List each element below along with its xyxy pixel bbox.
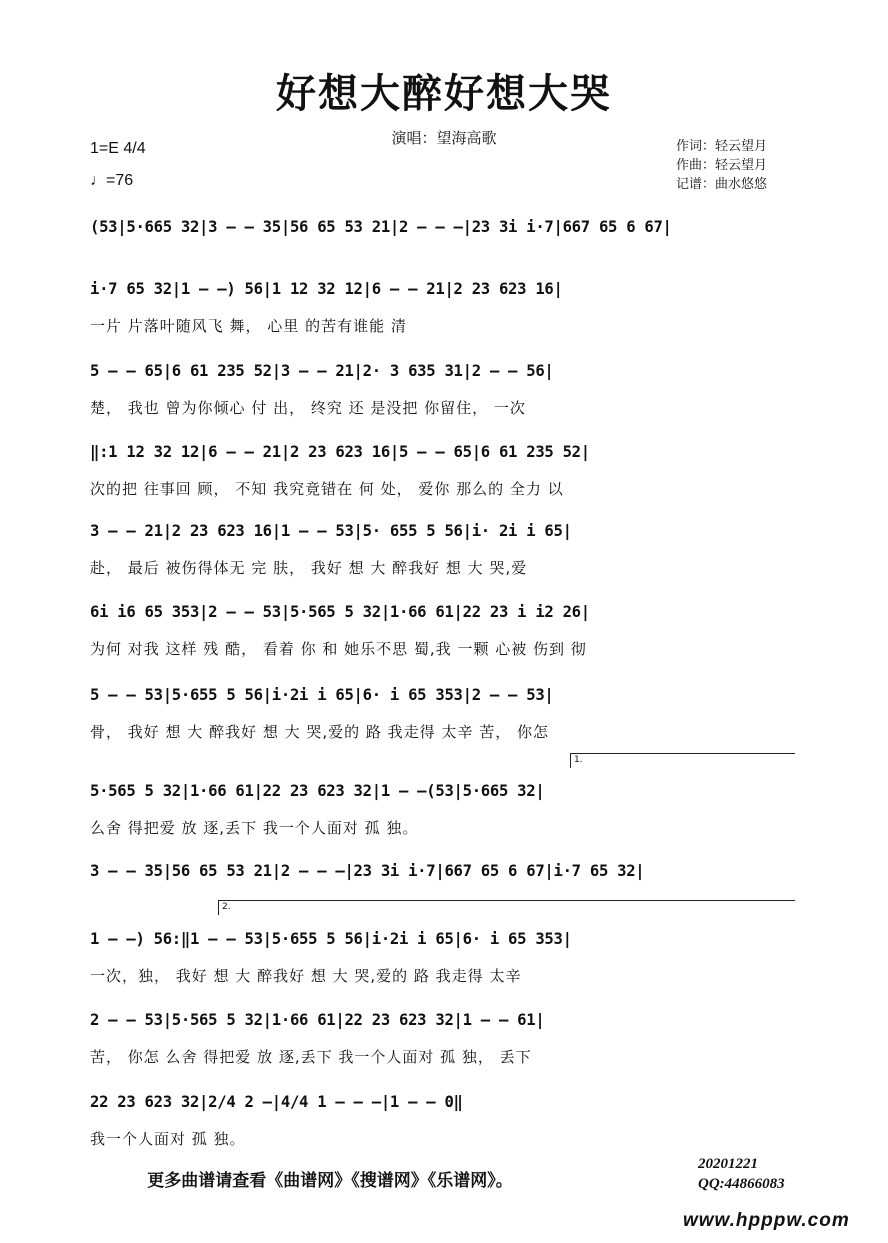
score-system (90, 516, 796, 580)
lyrics-line: 次的把 往事回 顾， 不知 我究竟错在 何 处， 爱你 那么的 全力 以 (90, 480, 564, 498)
footer-note: 更多曲谱请查看《曲谱网》《搜谱网》《乐谱网》。 (147, 1171, 513, 1191)
lyrics-line: 我一个人面对 孤 独。 (90, 1130, 246, 1148)
score-system (90, 597, 796, 661)
score-system (90, 680, 796, 744)
notation-line: 22 23 623 32|2/4 2 –|4/4 1 – – –|1 – – 0‖ (90, 1093, 463, 1111)
key-signature: 1=E 4/4 (90, 140, 146, 157)
lyrics-line: 么舍 得把爱 放 逐,丢下 我一个人面对 孤 独。 (90, 819, 419, 837)
lyrics-line: 楚， 我也 曾为你倾心 付 出， 终究 还 是没把 你留住， 一次 (90, 399, 526, 417)
lyricist-credit: 作词：轻云望月 (676, 139, 768, 154)
score-system (90, 437, 796, 501)
notation-line: ‖:1 12 32 12|6 – – 21|2 23 623 16|5 – – 65|6 61 235 52| (90, 443, 590, 461)
first-ending-bracket (570, 753, 795, 768)
composer-credit: 作曲：轻云望月 (676, 158, 768, 173)
score-system (90, 356, 796, 420)
notation-line: 3 – – 35|56 65 53 21|2 – – –|23 3i i·7|667 65 6 67|i·7 65 32| (90, 862, 645, 880)
notation-line: 5 – – 53|5·655 5 56|i·2i i 65|6· i 65 353|2 – – 53| (90, 686, 554, 704)
notation-line: i·7 65 32|1 – –) 56|1 12 32 12|6 – – 21|2 23 623 16| (90, 280, 563, 298)
lyrics-line (90, 252, 796, 276)
notation-line: 6i i6 65 353|2 – – 53|5·565 5 32|1·66 61|22 23 i i2 26| (90, 603, 590, 621)
score-system (90, 274, 796, 338)
notation-line: 5·565 5 32|1·66 61|22 23 623 32|1 – –(53|5·665 32| (90, 782, 545, 800)
credits-block (676, 137, 767, 194)
lyrics-line: 一次，独， 我好 想 大 醉我好 想 大 哭,爱的 路 我走得 太辛 (90, 967, 522, 985)
notation-line: 1 – –) 56:‖1 – – 53|5·655 5 56|i·2i i 65|6· i 65 353| (90, 930, 572, 948)
score-system (90, 924, 796, 988)
lyrics-line: 赴， 最后 被伤得体无 完 肤， 我好 想 大 醉我好 想 大 哭,爱 (90, 559, 528, 577)
lyrics-line: 骨， 我好 想 大 醉我好 想 大 哭,爱的 路 我走得 太辛 苦， 你怎 (90, 723, 549, 741)
singer-credit: 演唱：望海高歌 (391, 129, 497, 147)
lyrics-line: 苦， 你怎 么舍 得把爱 放 逐,丢下 我一个人面对 孤 独， 丢下 (90, 1048, 532, 1066)
tempo-marking: ♩=76 (90, 172, 134, 189)
website-watermark[interactable]: www.hpppw.com (683, 1210, 850, 1231)
date-text: 20201221 (698, 1156, 758, 1172)
notation-line: 3 – – 21|2 23 623 16|1 – – 53|5· 655 5 56|i· 2i i 65| (90, 522, 572, 540)
transcriber-credit: 记谱：曲水悠悠 (676, 177, 768, 192)
second-ending-bracket (218, 900, 795, 915)
notation-line: (53|5·665 32|3 – – 35|56 65 53 21|2 – – –|23 3i i·7|667 65 6 67| (90, 218, 672, 236)
score-system (90, 212, 796, 276)
lyrics-line: 为何 对我 这样 残 酷， 看着 你 和 她乐不思 蜀,我 一颗 心被 伤到 彻 (90, 640, 587, 658)
score-system (90, 776, 796, 840)
first-ending-label: 1. (574, 755, 583, 765)
date-stamp (698, 1154, 785, 1194)
second-ending-label: 2. (222, 902, 231, 912)
qq-text: QQ:44866083 (698, 1176, 785, 1192)
notation-line: 2 – – 53|5·565 5 32|1·66 61|22 23 623 32|1 – – 61| (90, 1011, 545, 1029)
score-system (90, 1087, 796, 1151)
notation-line: 5 – – 65|6 61 235 52|3 – – 21|2· 3 635 31|2 – – 56| (90, 362, 554, 380)
score-system (90, 1005, 796, 1069)
lyrics-line: 一片 片落叶随风飞 舞， 心里 的苦有谁能 清 (90, 317, 407, 335)
page-title: 好想大醉好想大哭 (276, 71, 612, 117)
